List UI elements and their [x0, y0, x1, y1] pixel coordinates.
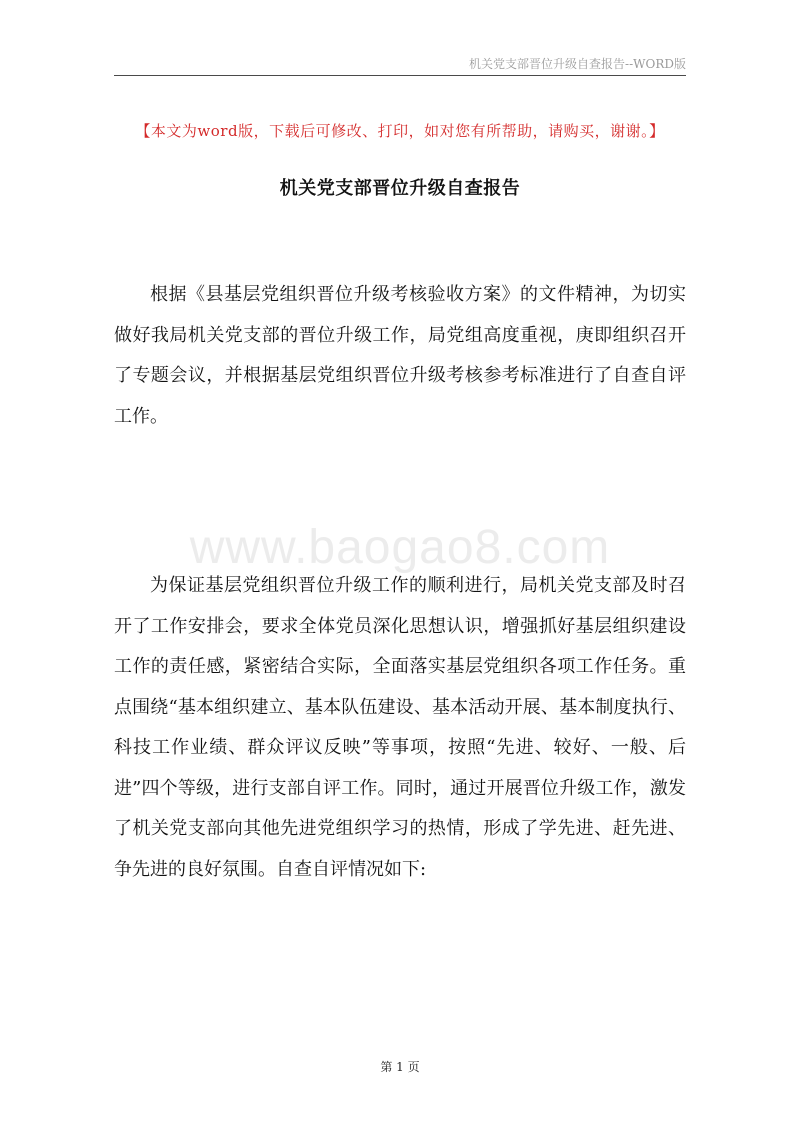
body-paragraph-1: 根据《县基层党组织晋位升级考核验收方案》的文件精神，为切实做好我局机关党支部的晋位升级工作，局党组高度重视，庚即组织召开了专题会议，并根据基层党组织晋位升级考核参考标准进行了自查自评工作。: [114, 284, 686, 427]
document-title: 机关党支部晋位升级自查报告: [279, 178, 521, 199]
purchase-notice: 【本文为word版，下载后可修改、打印，如对您有所帮助，请购买，谢谢。】: [135, 122, 665, 140]
header-divider: [114, 75, 686, 76]
running-header: 机关党支部晋位升级自查报告--WORD版: [469, 57, 686, 71]
site-watermark: www.baogao8.com: [189, 521, 611, 574]
body-paragraph-2: 为保证基层党组织晋位升级工作的顺利进行，局机关党支部及时召开了工作安排会，要求全体党员深化思想认识，增强抓好基层组织建设工作的责任感，紧密结合实际，全面落实基层党组织各项工作任务。重点围绕“基本组织建立、基本队伍建设、基本活动开展、基本制度执行、科技工作业绩、群众评议反映”等事项，按照“先进、较好、一般、后进”四个等级，进行支部自评工作。同时，通过开展晋位升级工作，激发了机关党支部向其他先进党组织学习的热情，形成了学先进、赶先进、争先进的良好氛围。自查自评情况如下:: [114, 575, 686, 880]
page-number: 第 1 页: [380, 1060, 420, 1074]
